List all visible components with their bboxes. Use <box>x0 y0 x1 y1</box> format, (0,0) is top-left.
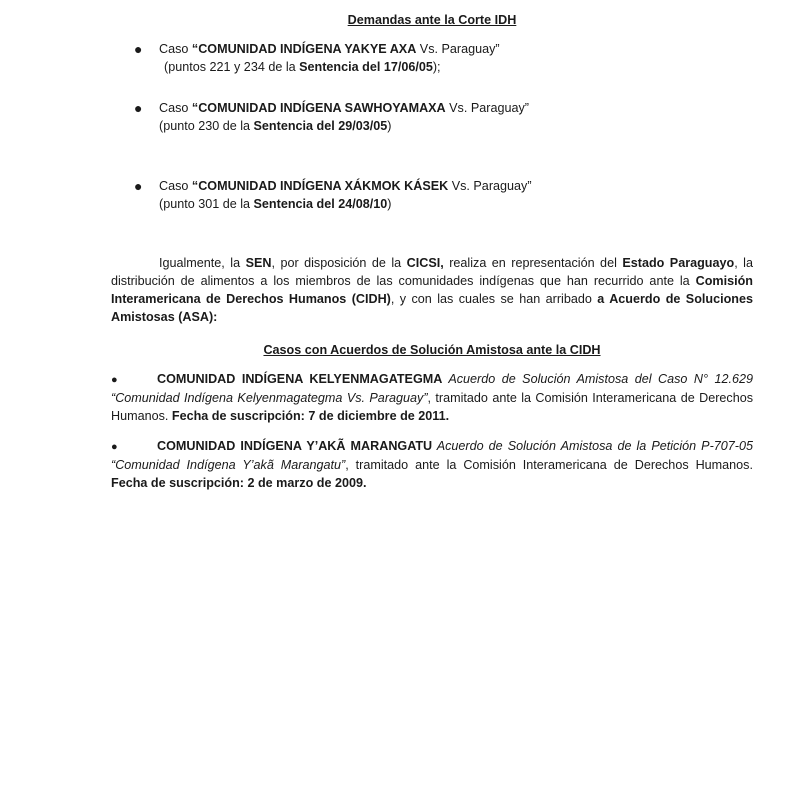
paragraph-bold: a Acuerdo de Soluciones Amistosas (ASA): <box>111 292 753 324</box>
case-prefix: Caso <box>159 179 192 193</box>
section-heading-court-cases: Demandas ante la Corte IDH <box>347 13 517 27</box>
paragraph-text: , la distribución de alimentos a los miembros de las comunidades indígenas que han recurrido ante la <box>111 256 753 288</box>
case-name: “COMUNIDAD INDÍGENA XÁKMOK KÁSEK <box>191 179 449 193</box>
case-name: “COMUNIDAD INDÍGENA YAKYE AXA <box>191 42 417 56</box>
case-sentence: Sentencia del 24/08/10 <box>253 197 388 211</box>
bullet-icon: ● <box>134 178 143 194</box>
agreement-name: COMUNIDAD INDÍGENA Y’AKÃ MARANGATU <box>157 439 433 453</box>
paragraph-bold: Comisión Interamericana de Derechos Humanos (CIDH) <box>111 274 753 306</box>
case-suffix: Vs. Paraguay” <box>445 101 529 115</box>
agreement-item <box>111 370 753 425</box>
body-paragraph <box>111 254 753 326</box>
paragraph-text: Igualmente, la <box>159 256 246 270</box>
case-item <box>134 177 719 213</box>
case-ref-pre: (puntos 221 y 234 de la <box>164 60 300 74</box>
agreement-text: , tramitado ante la Comisión Interamericana de Derechos Humanos. <box>111 391 754 423</box>
case-suffix: Vs. Paraguay” <box>416 42 500 56</box>
agreement-title: Acuerdo de Solución Amistosa de la Petición P-707-05 “Comunidad Indígena Y’akã Marangatu” <box>111 439 753 472</box>
agreement-text: , tramitado ante la Comisión Interamericana de Derechos Humanos. <box>345 458 753 472</box>
case-name: “COMUNIDAD INDÍGENA SAWHOYAMAXA <box>191 101 446 115</box>
paragraph-bold: Estado Paraguayo <box>622 256 735 270</box>
bullet-icon: ● <box>111 374 118 386</box>
paragraph-text: realiza en representación del <box>443 256 623 270</box>
agreement-date: Fecha de suscripción: 7 de diciembre de 2011. <box>171 409 450 423</box>
bullet-icon: ● <box>111 441 118 453</box>
case-sentence: Sentencia del 17/06/05 <box>299 60 433 74</box>
case-ref-post: ) <box>387 119 392 133</box>
case-suffix: Vs. Paraguay” <box>448 179 532 193</box>
paragraph-text: , y con las cuales se han arribado <box>390 292 598 306</box>
paragraph-bold: CICSI, <box>406 256 444 270</box>
case-ref-post: ) <box>387 197 392 211</box>
bullet-icon: ● <box>134 100 143 116</box>
section-heading-agreements: Casos con Acuerdos de Solución Amistosa ante la CIDH <box>263 343 601 357</box>
agreement-item <box>111 437 753 492</box>
case-prefix: Caso <box>159 42 192 56</box>
case-ref-post: ); <box>432 60 441 74</box>
case-item <box>134 40 719 76</box>
agreement-name: COMUNIDAD INDÍGENA KELYENMAGATEGMA <box>157 372 443 386</box>
bullet-icon: ● <box>134 41 143 57</box>
case-ref-pre: (punto 301 de la <box>159 197 254 211</box>
paragraph-bold: SEN <box>245 256 272 270</box>
case-prefix: Caso <box>159 101 192 115</box>
case-sentence: Sentencia del 29/03/05 <box>253 119 388 133</box>
case-item <box>134 99 719 135</box>
agreement-title: Acuerdo de Solución Amistosa del Caso N° 12.629 “Comunidad Indígena Kelyenmagategma Vs. Paraguay” <box>111 372 753 405</box>
paragraph-text: , por disposición de la <box>271 256 407 270</box>
case-ref-pre: (punto 230 de la <box>159 119 254 133</box>
agreement-date: Fecha de suscripción: 2 de marzo de 2009. <box>111 476 367 490</box>
